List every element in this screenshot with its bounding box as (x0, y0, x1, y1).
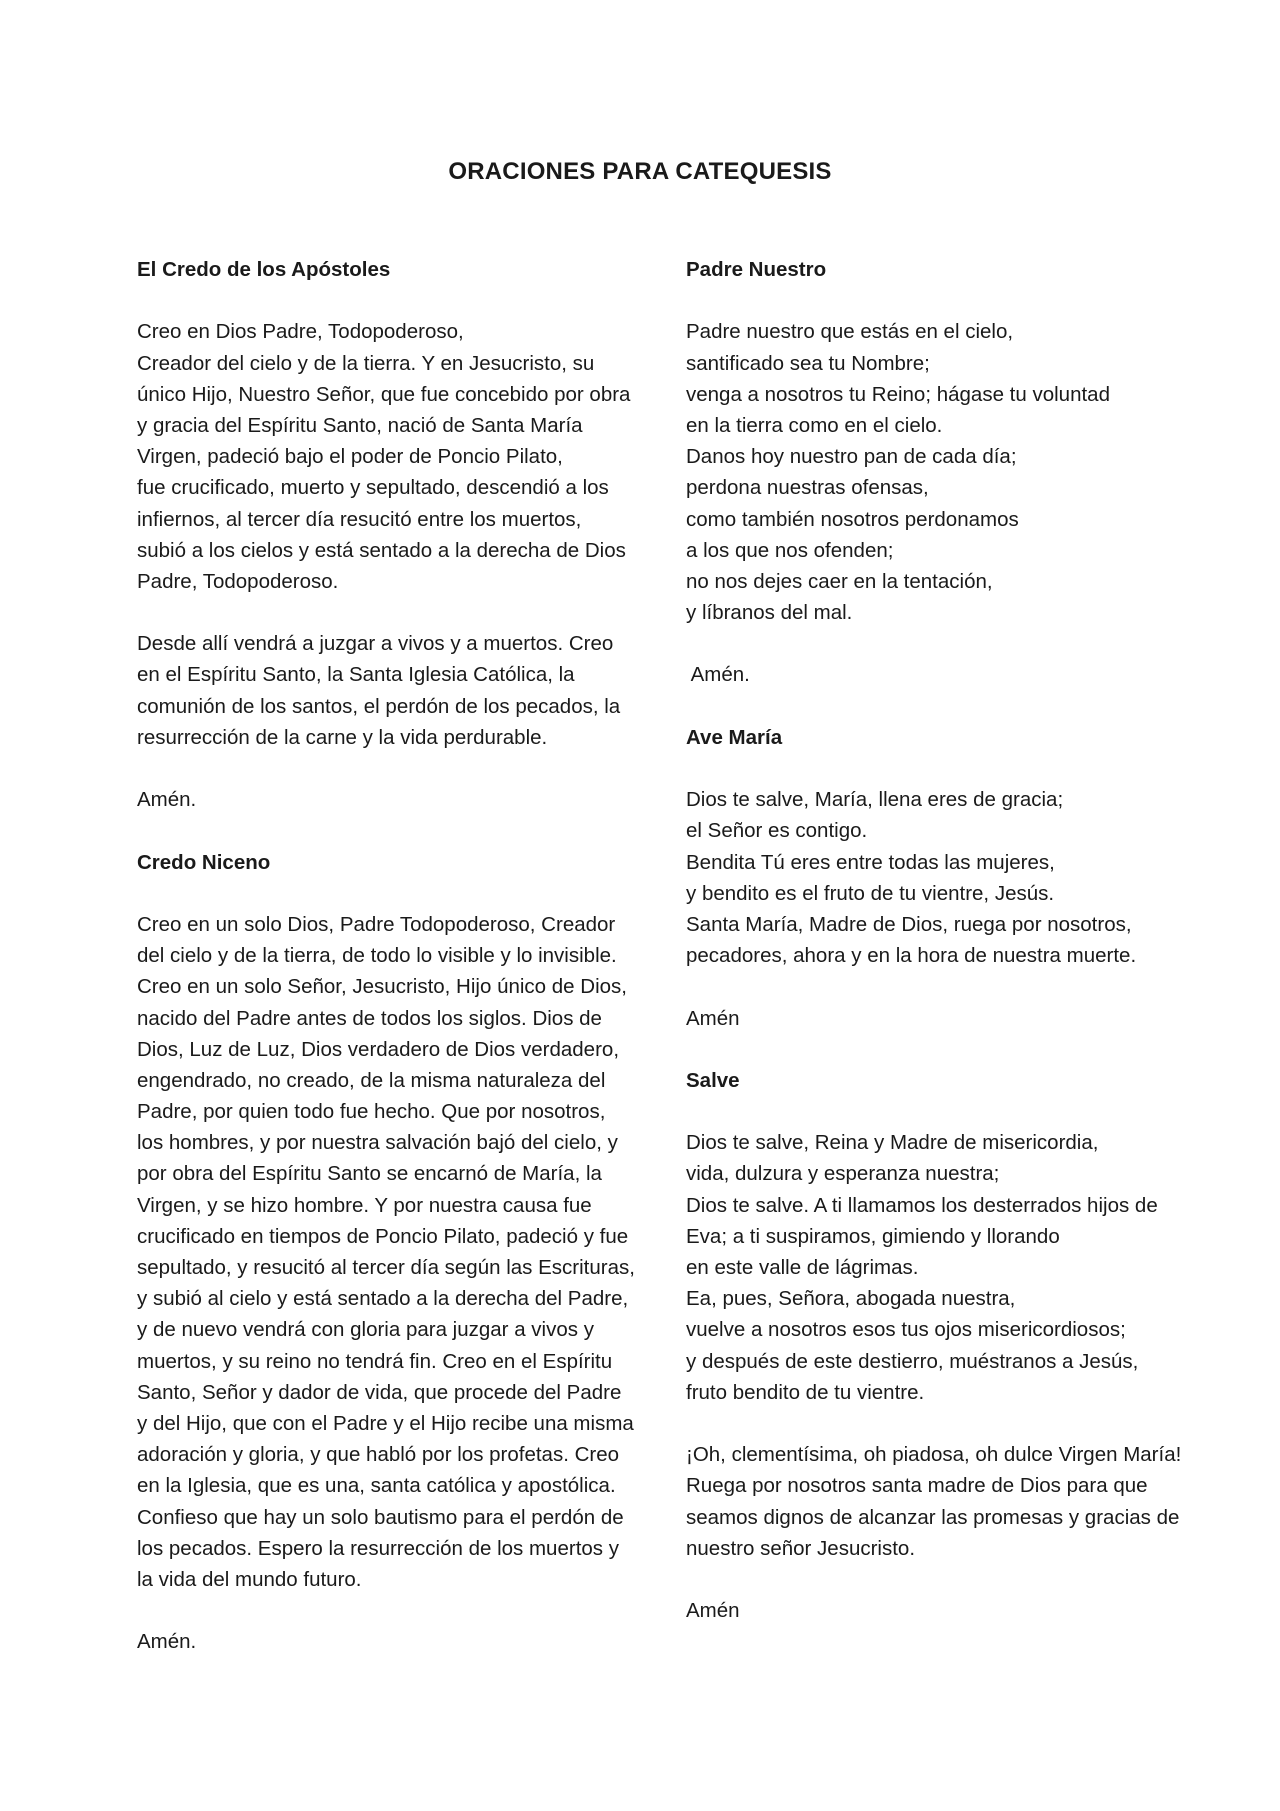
text-line: vuelve a nosotros esos tus ojos misericordiosos; (686, 1318, 1126, 1342)
text-line: sepultado, y resucitó al tercer día según las Escrituras, (137, 1256, 635, 1279)
text-line: resurrección de la carne y la vida perdurable. (137, 725, 548, 749)
text-line: Dios, Luz de Luz, Dios verdadero de Dios verdadero, (137, 1037, 620, 1061)
text-line: en la tierra como en el cielo. (686, 413, 943, 437)
text-line: Ruega por nosotros santa madre de Dios para que (686, 1474, 1148, 1498)
text-line: y de nuevo vendrá con gloria para juzgar a vivos y (137, 1318, 594, 1342)
text-line: Creo en un solo Señor, Jesucristo, Hijo único de Dios, (137, 975, 627, 999)
text-line: fue crucificado, muerto y sepultado, descendió a los (137, 476, 609, 500)
section-heading: Credo Niceno (137, 850, 271, 874)
text-line: y líbranos del mal. (686, 601, 853, 625)
section-heading: Ave María (686, 725, 783, 749)
text-line: y después de este destierro, muéstranos a Jesús, (686, 1349, 1139, 1373)
text-line: y gracia del Espíritu Santo, nació de Santa María (137, 413, 583, 437)
text-line: Padre nuestro que estás en el cielo, (686, 320, 1014, 344)
prayer-paragraph (137, 316, 631, 597)
text-line: Dios te salve, Reina y Madre de misericordia, (686, 1131, 1099, 1155)
text-line: como también nosotros perdonamos (686, 507, 1019, 531)
amen-line: Amén (686, 1599, 740, 1623)
text-line: Santa María, Madre de Dios, ruega por nosotros, (686, 912, 1132, 936)
text-line: Creo en Dios Padre, Todopoderoso, (137, 320, 464, 344)
text-line: los pecados. Espero la resurrección de los muertos y (137, 1536, 619, 1560)
text-line: el Señor es contigo. (686, 819, 868, 843)
text-line: Santo, Señor y dador de vida, que procede del Padre (137, 1380, 622, 1404)
prayer-paragraph (686, 1127, 1206, 1408)
text-line: santificado sea tu Nombre; (686, 351, 930, 375)
text-line: Padre, por quien todo fue hecho. Que por nosotros, (137, 1100, 606, 1124)
prayer-paragraph (686, 316, 1206, 628)
text-line: por obra del Espíritu Santo se encarnó de María, la (137, 1162, 602, 1186)
amen-line: Amén. (137, 788, 197, 812)
credo-niceno-section (137, 847, 635, 1658)
text-line: adoración y gloria, y que habló por los profetas. Creo (137, 1443, 620, 1467)
text-line: en el Espíritu Santo, la Santa Iglesia Católica, la (137, 663, 575, 687)
text-line: y bendito es el fruto de tu vientre, Jesús. (686, 881, 1055, 905)
text-line: Confieso que hay un solo bautismo para el perdón de (137, 1505, 624, 1529)
salve-section (686, 1065, 1206, 1626)
text-line: en la Iglesia, que es una, santa católica y apostólica. (137, 1474, 616, 1498)
text-line: del cielo y de la tierra, de todo lo visible y lo invisible. (137, 944, 617, 968)
text-line: la vida del mundo futuro. (137, 1567, 362, 1591)
text-line: nacido del Padre antes de todos los siglos. Dios de (137, 1006, 602, 1030)
text-line: Virgen, y se hizo hombre. Y por nuestra causa fue (137, 1193, 592, 1217)
text-line: engendrado, no creado, de la misma naturaleza del (137, 1068, 606, 1092)
amen-line: Amén (686, 1006, 740, 1030)
prayer-paragraph (137, 909, 635, 1595)
text-line: subió a los cielos y está sentado a la derecha de Dios (137, 538, 626, 562)
text-line: en este valle de lágrimas. (686, 1256, 919, 1279)
text-line: Eva; a ti suspiramos, gimiendo y llorando (686, 1224, 1060, 1248)
section-heading: Salve (686, 1068, 740, 1092)
text-line: a los que nos ofenden; (686, 538, 894, 562)
text-line: Padre, Todopoderoso. (137, 569, 339, 593)
text-line: Bendita Tú eres entre todas las mujeres, (686, 850, 1055, 874)
text-line: seamos dignos de alcanzar las promesas y gracias de (686, 1505, 1180, 1529)
prayer-paragraph (686, 1439, 1206, 1564)
ave-maria-section (686, 722, 1206, 1065)
text-line: único Hijo, Nuestro Señor, que fue concebido por obra (137, 382, 631, 406)
credo-apostoles-section (137, 254, 631, 847)
text-line: y del Hijo, que con el Padre y el Hijo recibe una misma (137, 1411, 634, 1435)
right-column (686, 254, 1206, 1626)
text-line: perdona nuestras ofensas, (686, 476, 929, 500)
text-line: Dios te salve. A ti llamamos los desterrados hijos de (686, 1193, 1158, 1217)
amen-line: Amén. (686, 663, 750, 687)
text-line: Ea, pues, Señora, abogada nuestra, (686, 1287, 1016, 1311)
text-line: no nos dejes caer en la tentación, (686, 569, 993, 593)
text-line: pecadores, ahora y en la hora de nuestra muerte. (686, 944, 1137, 968)
text-line: Creo en un solo Dios, Padre Todopoderoso, Creador (137, 912, 616, 936)
padre-nuestro-section (686, 254, 1206, 722)
text-line: vida, dulzura y esperanza nuestra; (686, 1162, 1000, 1186)
prayer-paragraph (686, 784, 1206, 971)
text-line: Virgen, padeció bajo el poder de Poncio Pilato, (137, 445, 563, 469)
text-line: venga a nosotros tu Reino; hágase tu voluntad (686, 382, 1110, 406)
section-heading: El Credo de los Apóstoles (137, 258, 391, 281)
section-heading: Padre Nuestro (686, 258, 827, 281)
text-line: los hombres, y por nuestra salvación bajó del cielo, y (137, 1131, 618, 1155)
text-line: y subió al cielo y está sentado a la derecha del Padre, (137, 1287, 629, 1311)
text-line: Danos hoy nuestro pan de cada día; (686, 445, 1017, 469)
left-column (137, 254, 635, 1657)
text-line: nuestro señor Jesucristo. (686, 1536, 916, 1560)
text-line: fruto bendito de tu vientre. (686, 1380, 925, 1404)
text-line: Dios te salve, María, llena eres de gracia; (686, 788, 1064, 812)
text-line: crucificado en tiempos de Poncio Pilato, padeció y fue (137, 1224, 629, 1248)
text-line: muertos, y su reino no tendrá fin. Creo en el Espíritu (137, 1349, 613, 1373)
text-line: Creador del cielo y de la tierra. Y en Jesucristo, su (137, 351, 595, 375)
text-line: ¡Oh, clementísima, oh piadosa, oh dulce Virgen María! (686, 1443, 1182, 1467)
text-line: infiernos, al tercer día resucitó entre los muertos, (137, 507, 582, 531)
page-title: ORACIONES PARA CATEQUESIS (448, 158, 832, 185)
amen-line: Amén. (137, 1630, 197, 1654)
prayer-paragraph (137, 628, 621, 753)
text-line: comunión de los santos, el perdón de los pecados, la (137, 694, 621, 718)
text-line: Desde allí vendrá a juzgar a vivos y a muertos. Creo (137, 632, 614, 656)
